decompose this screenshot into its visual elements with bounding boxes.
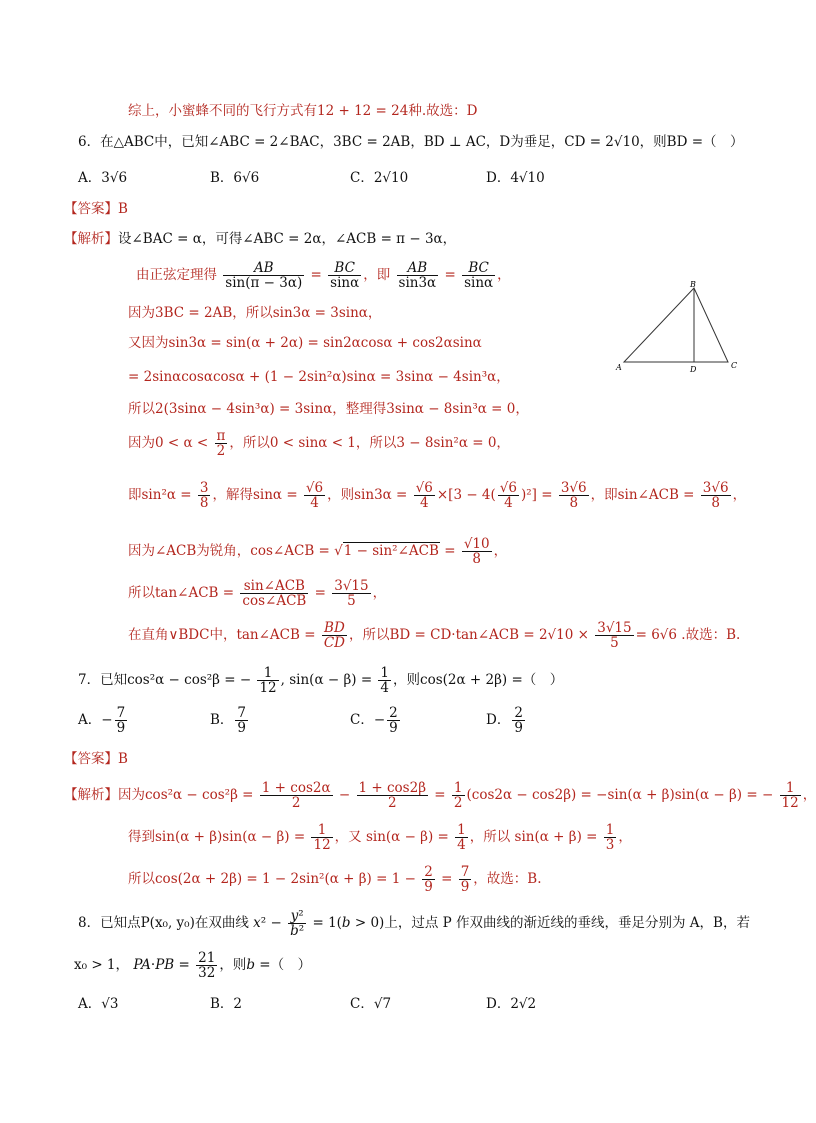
q6-option-c: C．2√10 [350, 170, 409, 186]
q7-option-b: B． $\frac{7}{9}$ [210, 705, 247, 736]
q7-analysis-3: 所以cos(2α + 2β) = 1 − 2sin²(α + β) = 1 − $\frac{2}{9}$ = $\frac{7}{9}$ ，故选：B. [128, 864, 542, 895]
q6-option-a: A．3√6 [78, 170, 128, 186]
q8-options [78, 992, 718, 1012]
q6-options [78, 166, 718, 186]
q7-option-a: A．− $\frac{7}{9}$ [78, 705, 126, 736]
q6-stem: 6．在△ABC中，已知∠ABC = 2∠BAC，3BC = 2AB，BD ⊥ AC，D为垂足，CD = 2√10，则BD =（ ） [78, 134, 744, 150]
q6-analysis-11: 在直角∨BDC中，tan∠ACB = $\frac{BD}{CD}$ ，所以BD = CD·tan∠ACB = 2√10 × $\frac{3√15}{5}$ = 6√6 .故选：B. [128, 620, 741, 651]
q6-analysis-10: 所以tan∠ACB = $\frac{\text{sin∠ACB}}{\text{cos∠ACB}}$ = $\frac{3√15}{5}$ ， [128, 578, 387, 609]
q7-analysis-1: 【解析】因为cos²α − cos²β = $\frac{1 + \cos 2\alpha}{2}$ − $\frac{1 + \cos 2\beta}{2}$ = $\frac{1}{2}$ (cos2α − cos2β) = −sin(α + β)sin(α − β) = − $\frac{1}{12}$ ， [64, 780, 816, 811]
q5-conclusion: 综上，小蜜蜂不同的飞行方式有12 + 12 = 24种.故选：D [128, 103, 478, 119]
label-b: B [690, 280, 696, 289]
q7-answer: 【答案】B [64, 751, 128, 767]
q6-answer: 【答案】B [64, 201, 128, 217]
triangle-figure [612, 278, 742, 378]
q7-stem: 7．已知cos²α − cos²β = − $\frac{1}{12}$ , sin(α − β) = $\frac{1}{4}$ ，则cos(2α + 2β) =（ ） [78, 665, 564, 696]
q7-analysis-2: 得到sin(α + β)sin(α − β) = $\frac{1}{12}$ ，又 sin(α − β) = $\frac{1}{4}$ ，所以 sin(α + β) = $\frac{1}{3}$ ， [128, 822, 632, 853]
q8-option-c: C．√7 [350, 996, 392, 1012]
q6-analysis-9: 因为∠ACB为锐角，cos∠ACB = √1 − sin²∠ACB = $\frac{√10}{8}$ ， [128, 536, 508, 567]
q6-analysis-7: 因为0 < α < $\frac{\pi}{2}$ ，所以0 < sinα < 1，所以3 − 8sin²α = 0， [128, 428, 510, 459]
label-d: D [690, 365, 697, 374]
q7-options [78, 706, 718, 736]
q6-analysis-6: 所以2(3sinα − 4sin³α) = 3sinα，整理得3sinα − 8sin³α = 0， [128, 401, 529, 417]
q7-option-d: D． $\frac{2}{9}$ [486, 705, 523, 736]
q6-analysis-1: 【解析】设∠BAC = α，可得∠ABC = 2α，∠ACB = π − 3α， [64, 231, 457, 247]
q7-option-c: C．− $\frac{2}{9}$ [350, 705, 398, 736]
q8-option-a: A．√3 [78, 996, 119, 1012]
q8-stem-line2: x₀ > 1， PA·PB = $\frac{21}{32}$ ，则b =（ ） [74, 950, 312, 981]
q6-option-b: B．6√6 [210, 170, 260, 186]
q6-analysis-4: 又因为sin3α = sin(α + 2α) = sin2αcosα + cos2αsinα [128, 335, 482, 351]
label-a: A [616, 363, 622, 372]
q6-analysis-5: = 2sinαcosαcosα + (1 − 2sin²α)sinα = 3sinα − 4sin³α， [128, 369, 510, 385]
q8-option-b: B．2 [210, 996, 243, 1012]
q8-option-d: D．2√2 [486, 996, 537, 1012]
q6-analysis-3: 因为3BC = 2AB，所以sin3α = 3sinα， [128, 305, 382, 321]
q6-analysis-8: 即sin²α = $\frac{3}{8}$ ，解得sinα = $\frac{√6}{4}$ ，则sin3α = $\frac{√6}{4}$ ×[3 − 4( $\frac{√6}{4}$ )²] = $\frac{3√6}{8}$ ，即sin∠ACB = $\frac{3√6}{8}$ ， [128, 480, 747, 511]
q6-option-d: D．4√10 [486, 170, 545, 186]
label-c: C [731, 361, 738, 370]
q8-stem: 8．已知点P(x₀, y₀)在双曲线 x² − $\frac{\text{y²}}{\text{b²}}$ = 1(b > 0)上，过点 P 作双曲线的渐近线的垂线，垂足分别为 A，B，若 [78, 908, 750, 939]
q6-analysis-2: 由正弦定理得 $\frac{AB}{\sin(\pi - 3\alpha)}$ = $\frac{BC}{\sin\alpha}$ ，即 $\frac{AB}{\sin 3\alpha}$ = $\frac{BC}{\sin\alpha}$ ， [136, 260, 511, 291]
